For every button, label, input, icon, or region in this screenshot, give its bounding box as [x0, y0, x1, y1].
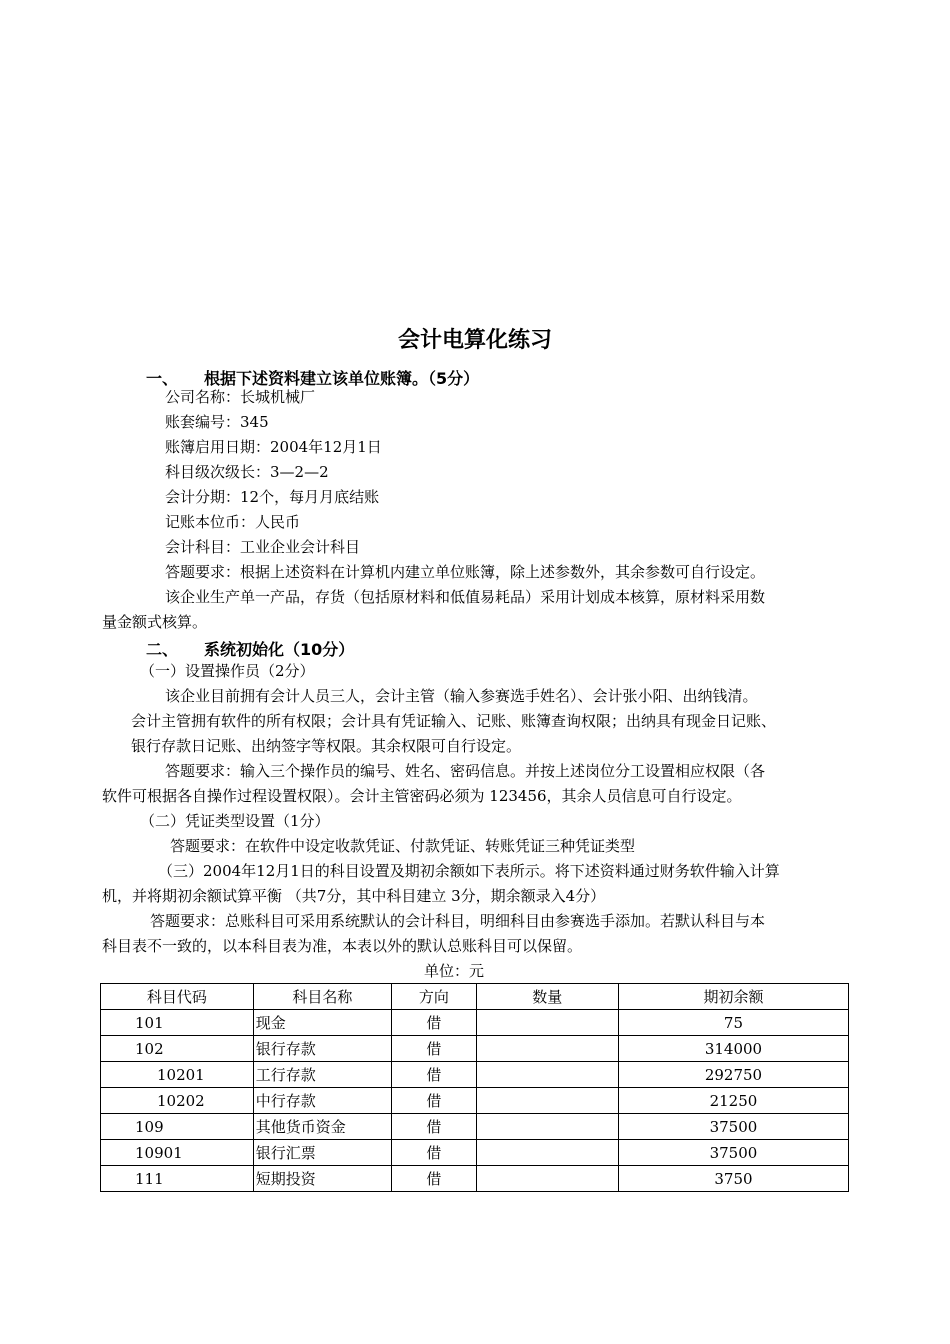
cell-direction: 借	[392, 1140, 477, 1166]
page-title: 会计电算化练习	[397, 328, 552, 353]
cell-quantity	[476, 1010, 618, 1036]
cell-direction: 借	[392, 1114, 477, 1140]
inventory-paragraph-line2: 量金额式核算。	[102, 613, 208, 631]
table-row	[101, 1166, 849, 1192]
company-name-line: 公司名称：长城机械厂	[165, 388, 316, 406]
cell-name: 现金	[253, 1010, 391, 1036]
table-row	[101, 1088, 849, 1114]
section-2-heading	[146, 637, 354, 660]
subject-level-line: 科目级次级长：3—2—2	[165, 463, 329, 481]
subjects-line: 会计科目：工业企业会计科目	[165, 538, 361, 556]
header-direction: 方向	[392, 984, 477, 1010]
sub-1-heading: （一）设置操作员（2分）	[140, 662, 315, 680]
cell-direction: 借	[392, 1062, 477, 1088]
cell-direction: 借	[392, 1036, 477, 1062]
cell-name: 短期投资	[253, 1166, 391, 1192]
cell-name: 银行汇票	[253, 1140, 391, 1166]
cell-quantity	[476, 1062, 618, 1088]
cell-quantity	[476, 1166, 618, 1192]
account-set-line: 账套编号：345	[165, 413, 269, 431]
cell-balance: 21250	[618, 1088, 848, 1114]
cell-balance: 37500	[618, 1114, 848, 1140]
sub-3-requirement-line1: 答题要求：总账科目可采用系统默认的会计科目，明细科目由参赛选手添加。若默认科目与本	[150, 912, 766, 930]
start-date-line: 账簿启用日期：2004年12月1日	[165, 438, 382, 456]
table-unit-label: 单位：元	[424, 962, 485, 980]
period-line: 会计分期：12个，每月月底结账	[165, 488, 380, 506]
operators-paragraph-line1: 该企业目前拥有会计人员三人，会计主管（输入参赛选手姓名）、会计张小阳、出纳钱清。	[165, 687, 758, 705]
header-opening-balance: 期初余额	[618, 984, 848, 1010]
cell-code: 111	[101, 1166, 254, 1192]
section-1-heading	[146, 366, 479, 389]
cell-balance: 37500	[618, 1140, 848, 1166]
cell-balance: 75	[618, 1010, 848, 1036]
cell-quantity	[476, 1114, 618, 1140]
cell-name: 其他货币资金	[253, 1114, 391, 1140]
operators-paragraph-line2: 会计主管拥有软件的所有权限；会计具有凭证输入、记账、账簿查询权限；出纳具有现金日记账、	[131, 712, 777, 730]
cell-name: 工行存款	[253, 1062, 391, 1088]
sub-3-paragraph-line1: （三）2004年12月1日的科目设置及期初余额如下表所示。将下述资料通过财务软件输入计算	[158, 862, 780, 880]
subject-balance-table	[100, 983, 849, 1192]
table-row	[101, 1036, 849, 1062]
cell-name: 中行存款	[253, 1088, 391, 1114]
cell-code: 102	[101, 1036, 254, 1062]
cell-balance: 314000	[618, 1036, 848, 1062]
cell-code: 10901	[101, 1140, 254, 1166]
voucher-requirement-line: 答题要求：在软件中设定收款凭证、付款凭证、转账凭证三种凭证类型	[170, 837, 636, 855]
cell-code: 10202	[101, 1088, 254, 1114]
section-1-title: 根据下述资料建立该单位账簿。（5分）	[204, 369, 480, 388]
cell-code: 101	[101, 1010, 254, 1036]
sub-3-paragraph-line2: 机，并将期初余额试算平衡 （共7分，其中科目建立 3分，期余额录入4分）	[102, 887, 606, 905]
cell-direction: 借	[392, 1010, 477, 1036]
section-2-title: 系统初始化（10分）	[204, 640, 355, 659]
inventory-paragraph-line1: 该企业生产单一产品，存货（包括原材料和低值易耗品）采用计划成本核算，原材料采用数	[165, 588, 766, 606]
sub-3-requirement-line2: 科目表不一致的，以本科目表为准，本表以外的默认总账科目可以保留。	[102, 937, 583, 955]
header-code: 科目代码	[101, 984, 254, 1010]
table-row	[101, 1010, 849, 1036]
cell-name: 银行存款	[253, 1036, 391, 1062]
cell-direction: 借	[392, 1088, 477, 1114]
table-row	[101, 1140, 849, 1166]
header-quantity: 数量	[476, 984, 618, 1010]
table-header-row	[101, 984, 849, 1010]
cell-code: 109	[101, 1114, 254, 1140]
requirement-line: 答题要求：根据上述资料在计算机内建立单位账簿，除上述参数外，其余参数可自行设定。	[165, 563, 766, 581]
cell-quantity	[476, 1140, 618, 1166]
cell-balance: 3750	[618, 1166, 848, 1192]
cell-balance: 292750	[618, 1062, 848, 1088]
cell-direction: 借	[392, 1166, 477, 1192]
currency-line: 记账本位币：人民币	[165, 513, 301, 531]
section-2-number: 二、	[146, 640, 179, 659]
operators-paragraph-line3: 银行存款日记账、出纳签字等权限。其余权限可自行设定。	[131, 737, 522, 755]
table-row	[101, 1062, 849, 1088]
header-name: 科目名称	[253, 984, 391, 1010]
operators-requirement-line1: 答题要求：输入三个操作员的编号、姓名、密码信息。并按上述岗位分工设置相应权限（各	[165, 762, 766, 780]
table-row	[101, 1114, 849, 1140]
sub-2-heading: （二）凭证类型设置（1分）	[140, 812, 330, 830]
section-1-number: 一、	[146, 369, 179, 388]
cell-quantity	[476, 1088, 618, 1114]
operators-requirement-line2: 软件可根据各自操作过程设置权限）。会计主管密码必须为 123456，其余人员信息可自行设定。	[102, 787, 742, 805]
cell-code: 10201	[101, 1062, 254, 1088]
cell-quantity	[476, 1036, 618, 1062]
